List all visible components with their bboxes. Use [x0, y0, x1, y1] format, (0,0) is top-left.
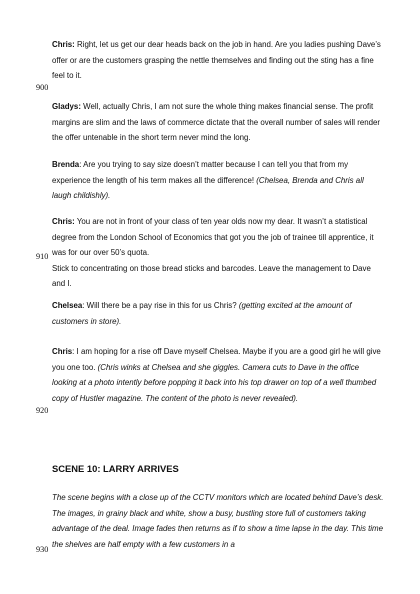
speaker-name: Gladys: — [52, 102, 81, 111]
dialogue-chris-1 — [52, 37, 384, 84]
line-number-930: 930 — [36, 545, 49, 554]
line-number-910: 910 — [36, 252, 49, 261]
speaker-name: Brenda — [52, 160, 80, 169]
speaker-name: Chris — [52, 347, 73, 356]
dialogue-text: Well, actually Chris, I am not sure the whole thing makes financial sense. The profit margins are slim and the laws of commerce dictate that the overall number of sales will render the offer untenable in the short term never mind the long. — [52, 102, 381, 143]
dialogue-text: You are not in front of your class of ten year olds now my dear. It wasn’t a statistical degree from the London School of Economics that got you the job of trainee till apprentice, it was for our over 50’s quota. — [52, 217, 374, 258]
stage-direction: (Chris winks at Chelsea and she giggles. Camera cuts to Dave in the office looking at a photo intently before popping it back into his top drawer on top of a well thumbed copy of Hustler magazine. The content of the photo is never revealed). — [52, 362, 377, 403]
dialogue-text-continued: Stick to concentrating on those bread sticks and barcodes. Leave the management to Dave and I. — [52, 263, 371, 289]
dialogue-text: Right, let us get our dear heads back on the job in hand. Are you ladies pushing Dave’s offer or are the customers grasping the nettle themselves and finding out the sting has a fine feel to it. — [52, 40, 381, 81]
dialogue-text: : I am hoping for a rise off Dave myself Chelsea. Maybe if you are a good girl he will give you one too. — [52, 347, 381, 372]
line-number-920: 920 — [36, 406, 49, 415]
stage-direction: (Chelsea, Brenda and Chris all laugh childishly). — [52, 175, 364, 201]
line-number-900: 900 — [36, 83, 49, 92]
scene-heading: SCENE 10: LARRY ARRIVES — [52, 463, 179, 474]
dialogue-text: : Are you trying to say size doesn’t matter because I can tell you that from my experience the length of his term makes all the difference! — [52, 160, 349, 185]
speaker-name: Chris: — [52, 217, 75, 226]
dialogue-chelsea — [52, 298, 384, 329]
scene-description: The scene begins with a close up of the CCTV monitors which are located behind Dave’s desk. The images, in grainy black and white, show a busy, bustling store full of customers taking advantage of the deal. Image fades then returns as if to show a time lapse in the day. This time the shelves are half empty with a few customers in a — [52, 493, 384, 549]
stage-direction: (getting excited at the amount of customers in store). — [52, 301, 352, 326]
dialogue-gladys — [52, 99, 384, 146]
dialogue-chris-3 — [52, 344, 384, 406]
speaker-name: Chelsea — [52, 301, 83, 310]
dialogue-brenda — [52, 157, 384, 204]
speaker-name: Chris: — [52, 40, 75, 49]
dialogue-chris-2 — [52, 214, 384, 292]
dialogue-text: : Will there be a pay rise in this for us Chris? — [82, 301, 239, 310]
